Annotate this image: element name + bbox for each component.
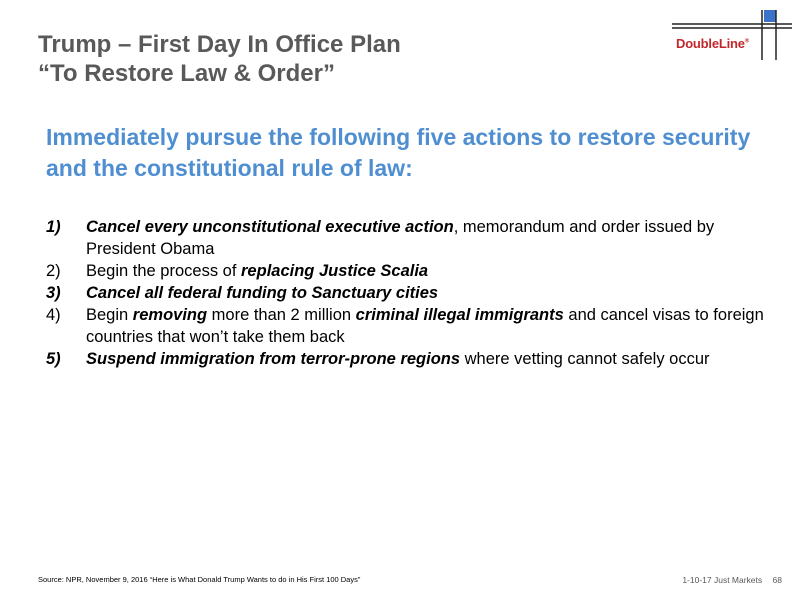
action-item: [46, 260, 770, 282]
action-item-text: , memorandum and order issued by President Obama: [86, 218, 715, 258]
footer-info: [674, 575, 782, 585]
doubleline-logo-text: DoubleLine®: [676, 36, 750, 51]
action-item-emphasis: removing: [132, 306, 208, 324]
action-item-text: Begin: [86, 306, 133, 324]
section-heading: Immediately pursue the following five actions to restore security and the constitutional rule of law:: [46, 124, 751, 181]
action-item-number: 2): [46, 262, 61, 280]
action-item-number: 5): [46, 350, 61, 368]
action-item-emphasis: replacing Justice Scalia: [241, 262, 429, 280]
action-list: [46, 216, 770, 370]
title-line-1: Trump – First Day In Office Plan: [38, 31, 401, 58]
action-item-emphasis: Suspend immigration from terror-prone regions: [86, 350, 461, 368]
action-item-emphasis: Cancel every unconstitutional executive action: [86, 218, 454, 236]
footer-event: 1-10-17 Just Markets: [682, 575, 763, 585]
slide-title: [38, 30, 638, 88]
action-item: [46, 304, 770, 348]
action-item: [46, 282, 770, 304]
action-item-number: 1): [46, 218, 61, 236]
action-item-text: and cancel visas to foreign countries that won’t take them back: [86, 306, 764, 346]
action-item: [46, 348, 770, 370]
action-item-emphasis: criminal illegal immigrants: [355, 306, 564, 324]
title-line-2: “To Restore Law & Order”: [38, 60, 335, 87]
action-item-text: more than 2 million: [207, 306, 356, 324]
page-number: 68: [772, 575, 782, 585]
doubleline-logo-lines: [672, 10, 792, 60]
action-item-number: 3): [46, 284, 61, 302]
action-item: [46, 216, 770, 260]
action-item-text: where vetting cannot safely occur: [460, 350, 710, 368]
action-item-emphasis: Cancel all federal funding to Sanctuary cities: [86, 284, 439, 302]
action-item-number: 4): [46, 306, 61, 324]
action-item-text: Begin the process of: [86, 262, 242, 280]
footer-source: Source: NPR, November 9, 2016 “Here is What Donald Trump Wants to do in His First 100 Days”: [38, 575, 361, 584]
